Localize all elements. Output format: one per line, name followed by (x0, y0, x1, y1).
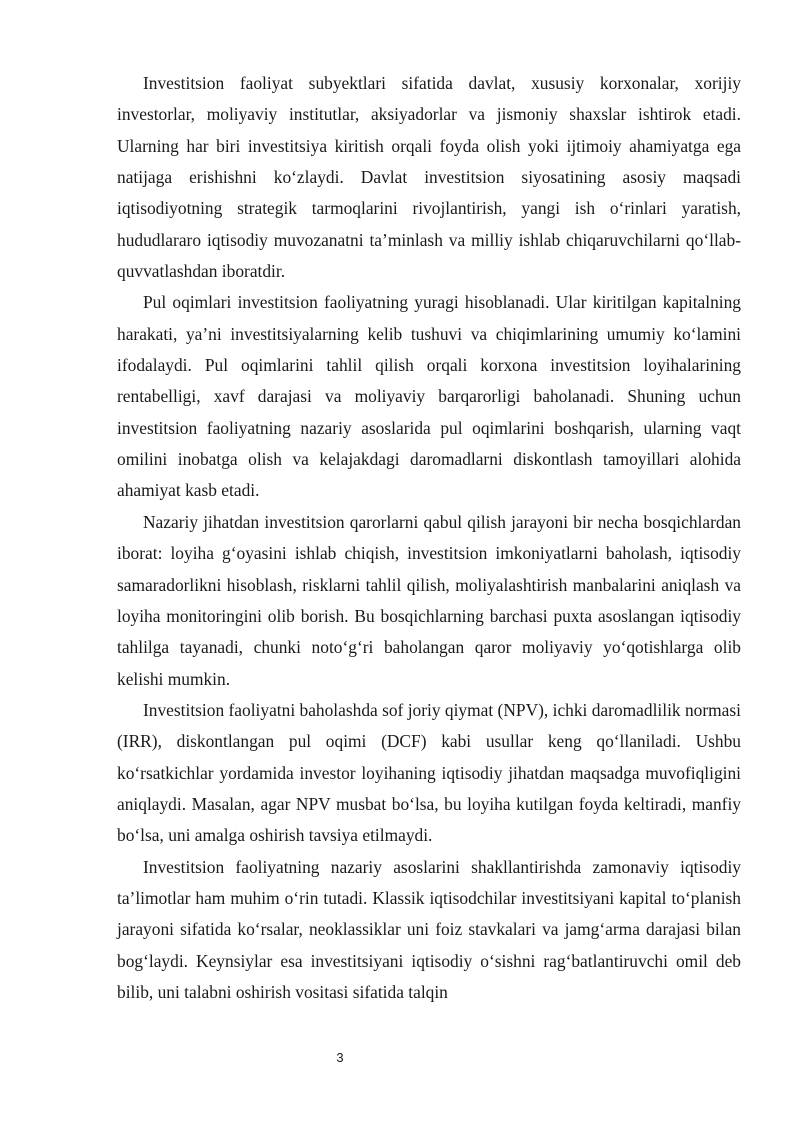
paragraph-economic-theories: Investitsion faoliyatning nazariy asoslarini shakllantirishda zamonaviy iqtisodiy ta’limotlar ham muhim o‘rin tutadi. Klassik iqtisodchilar investitsiyani kapital to‘planish jarayoni sifatida ko‘rsalar, neoklassiklar uni foiz stavkalari va jamg‘arma darajasi bilan bog‘laydi. Keynsiylar esa investitsiyani iqtisodiy o‘sishni rag‘batlantiruvchi omil deb bilib, uni talabni oshirish vositasi sifatida talqin (117, 856, 741, 1002)
page-number: 3 (336, 1050, 344, 1065)
body-text (117, 68, 741, 1008)
paragraph-cash-flows: Pul oqimlari investitsion faoliyatning yuragi hisoblanadi. Ular kiritilgan kapitalning harakati, ya’ni investitsiyalarning kelib tushuvi va chiqimlarining umumiy ko‘lamini ifodalaydi. Pul oqimlarini tahlil qilish orqali korxona investitsion loyihalarining rentabelligi, xavf darajasi va moliyaviy barqarorligi baholanadi. Shuning uchun investitsion faoliyatning nazariy asoslarida pul oqimlarini boshqarish, ularning vaqt omilini inobatga olish va kelajakdagi daromadlarni diskontlash tamoyillari alohida ahamiyat kasb etadi. (117, 292, 741, 501)
paragraph-investment-subjects: Investitsion faoliyat subyektlari sifatida davlat, xususiy korxonalar, xorijiy investorlar, moliyaviy institutlar, aksiyadorlar va jismoniy shaxslar ishtirok etadi. Ularning har biri investitsiya kiritish orqali foyda olish yoki ijtimoiy ahamiyatga ega natijaga erishishni ko‘zlaydi. Davlat investitsion siyosatining asosiy maqsadi iqtisodiyotning strategik tarmoqlarini rivojlantirish, yangi ish o‘rinlari yaratish, hududlararo iqtisodiy muvozanatni ta’minlash va milliy ishlab chiqaruvchilarni qo‘llab-quvvatlashdan iboratdir. (117, 73, 741, 282)
paragraph-evaluation-methods: Investitsion faoliyatni baholashda sof joriy qiymat (NPV), ichki daromadlilik normasi (IRR), diskontlangan pul oqimi (DCF) kabi usullar keng qo‘llaniladi. Ushbu ko‘rsatkichlar yordamida investor loyihaning iqtisodiy jihatdan maqsadga muvofiqligini aniqlaydi. Masalan, agar NPV musbat bo‘lsa, bu loyiha kutilgan foyda keltiradi, manfiy bo‘lsa, uni amalga oshirish tavsiya etilmaydi. (117, 699, 741, 846)
paragraph-decision-stages: Nazariy jihatdan investitsion qarorlarni qabul qilish jarayoni bir necha bosqichlardan iborat: loyiha g‘oyasini ishlab chiqish, investitsion imkoniyatlarni baholash, iqtisodiy samaradorlikni hisoblash, risklarni tahlil qilish, moliyalashtirish manbalarini aniqlash va loyiha monitoringini olib borish. Bu bosqichlarning barchasi puxta asoslangan iqtisodiy tahlilga tayanadi, chunki noto‘g‘ri baholangan qaror moliyaviy yo‘qotishlarga olib kelishi mumkin. (117, 511, 741, 689)
